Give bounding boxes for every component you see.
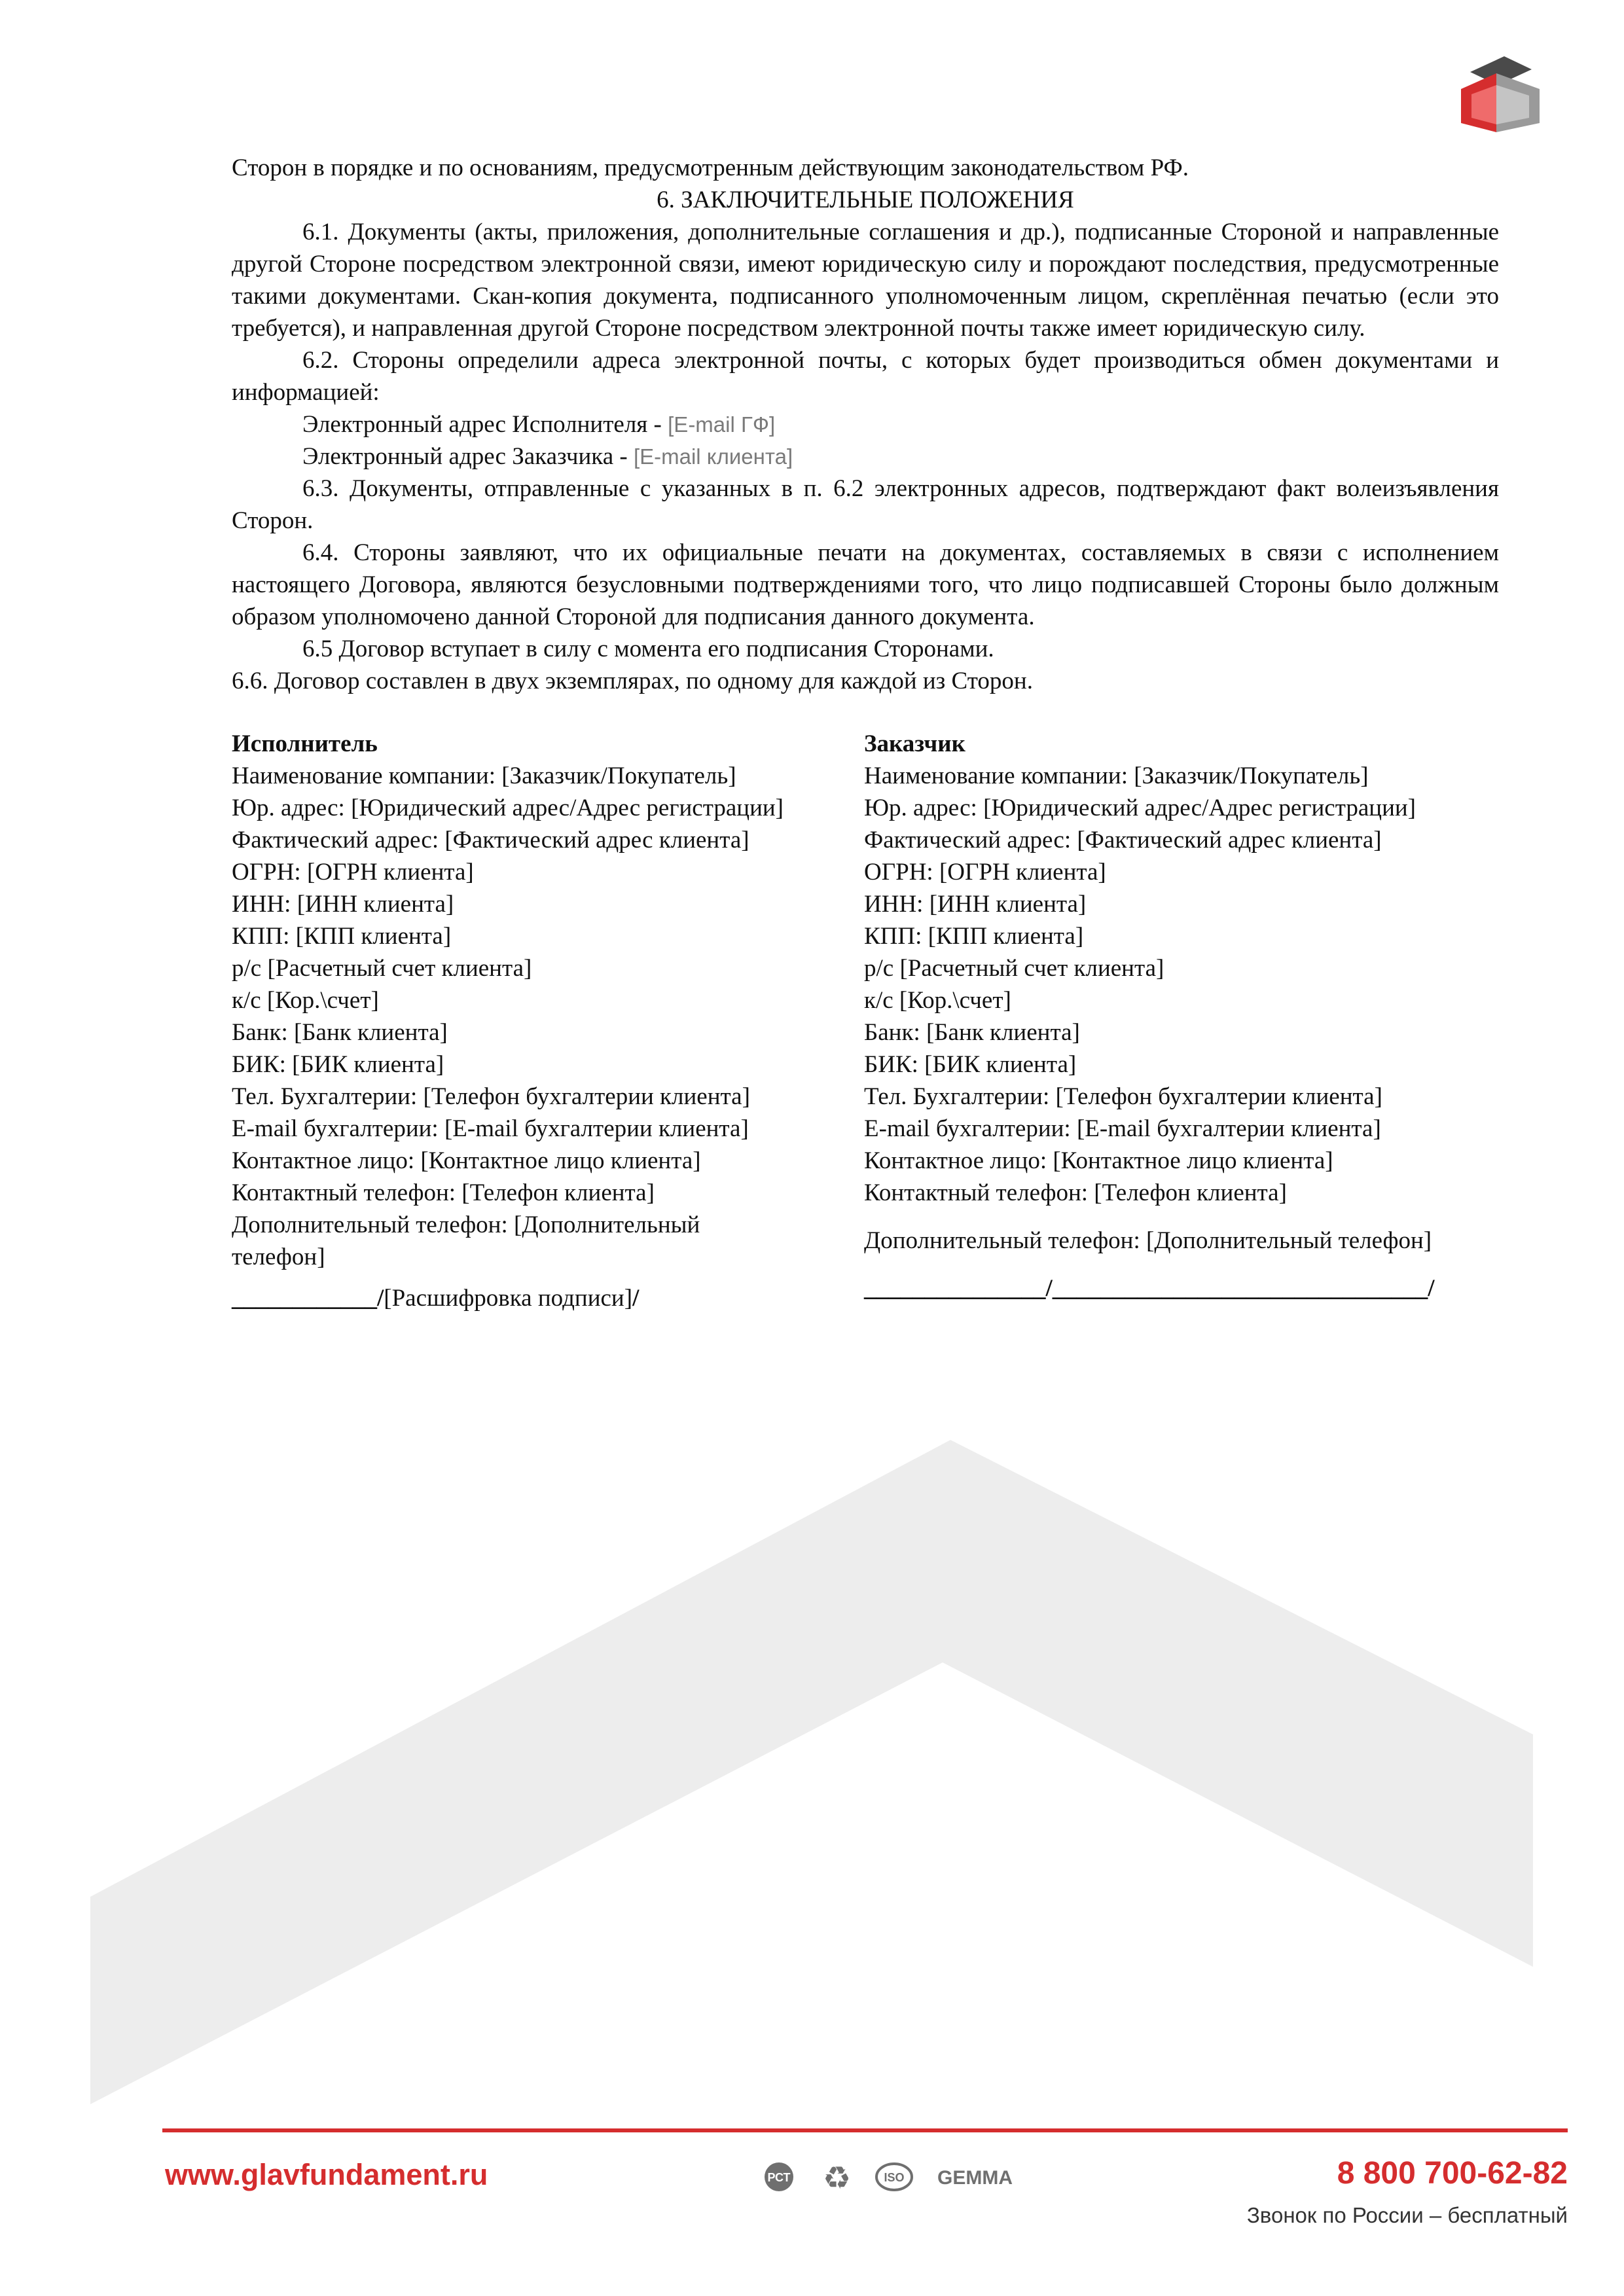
customer-email-line [232,440,1499,473]
clause-6-4: 6.4. Стороны заявляют, что их официальные печати на документах, составляемых в связи с исполнением настоящего Договора, являются безусловными подтверждениями того, что лицо подписавшей Стороны было должным образом уполномочено данной Стороной для подписания данного документа. [232,539,1499,630]
gost-certification-icon [763,2161,799,2197]
customer-company: Наименование компании: [Заказчик/Покупатель] [864,762,1369,789]
gemma-icon: GEMMA [937,2167,1013,2189]
glavfundament-logo-icon [1458,51,1543,141]
customer-legal-address: Юр. адрес: [Юридический адрес/Адрес регистрации] [864,795,1416,821]
executor-email-line [232,408,1499,440]
footer-phone-note: Звонок по России – бесплатный [1246,2203,1568,2227]
executor-ogrn: ОГРН: [ОГРН клиента] [232,859,474,886]
executor-extra-phone: Дополнительный телефон: [Дополнительный телефон] [232,1211,700,1270]
customer-contact-phone: Контактный телефон: [Телефон клиента] [864,1179,1287,1206]
customer-accounting-phone: Тел. Бухгалтерии: [Телефон бухгалтерии клиента] [864,1083,1382,1110]
executor-signature [232,1282,840,1314]
customer-signature: _______________/_______________________________/ [864,1275,1435,1302]
executor-email-label: Электронный адрес Исполнителя - [302,411,662,438]
executor-heading: Исполнитель [232,730,378,757]
customer-email-value: [E-mail клиента] [633,444,793,469]
customer-accounting-email: E-mail бухгалтерии: [E-mail бухгалтерии клиента] [864,1115,1381,1142]
clause-6-5: 6.5 Договор вступает в силу с момента его подписания Сторонами. [302,636,994,662]
customer-extra-phone: Дополнительный телефон: [Дополнительный телефон] [864,1227,1432,1254]
clause-6-3: 6.3. Документы, отправленные с указанных в п. 6.2 электронных адресов, подтверждают факт волеизъявления Сторон. [232,475,1499,534]
footer-website-link[interactable]: www.glavfundament.ru [165,2158,488,2191]
customer-kpp: КПП: [КПП клиента] [864,923,1084,950]
certification-marks [763,2160,1013,2197]
executor-contact-phone: Контактный телефон: [Телефон клиента] [232,1179,655,1206]
executor-corr-account: к/с [Кор.\счет] [232,987,379,1014]
customer-bank: Банк: [Банк клиента] [864,1019,1080,1046]
executor-bank: Банк: [Банк клиента] [232,1019,448,1046]
section-title: 6. ЗАКЛЮЧИТЕЛЬНЫЕ ПОЛОЖЕНИЯ [657,187,1074,213]
clause-6-6: 6.6. Договор составлен в двух экземплярах, по одному для каждой из Сторон. [232,668,1033,694]
customer-contact-person: Контактное лицо: [Контактное лицо клиента] [864,1147,1333,1174]
executor-accounting-phone: Тел. Бухгалтерии: [Телефон бухгалтерии клиента] [232,1083,750,1110]
footer-phone[interactable]: 8 800 700-62-82 [1337,2156,1568,2191]
executor-contact-person: Контактное лицо: [Контактное лицо клиента] [232,1147,701,1174]
customer-email-label: Электронный адрес Заказчика - [302,443,628,470]
executor-signature-name: [Расшифровка подписи] [384,1285,633,1312]
executor-details [232,728,840,1314]
document-body [232,152,1499,1312]
gost-certification-label: РСТ [767,2170,791,2184]
customer-inn: ИНН: [ИНН клиента] [864,891,1087,918]
recycle-icon: ♻ [823,2161,852,2196]
customer-details [864,728,1473,1304]
intro-line: Сторон в порядке и по основаниям, предусмотренным действующим законодательством РФ. [232,154,1189,181]
customer-heading: Заказчик [864,730,965,757]
footer-divider [162,2128,1568,2132]
party-details [232,728,1499,1312]
executor-company: Наименование компании: [Заказчик/Покупатель] [232,762,736,789]
executor-signature-end: / [632,1285,640,1312]
iso-icon-shape [875,2161,914,2193]
executor-email-value: [E-mail ГФ] [668,412,776,437]
iso-icon [875,2161,914,2197]
executor-accounting-email: E-mail бухгалтерии: [E-mail бухгалтерии клиента] [232,1115,749,1142]
customer-actual-address: Фактический адрес: [Фактический адрес клиента] [864,827,1382,853]
clause-6-1: 6.1. Документы (акты, приложения, дополнительные соглашения и др.), подписанные Стороной и направленные другой Стороне посредством электронной связи, имеют юридическую силу и порождают последствия, предусмотренные такими документами. Скан-копия документа, подписанного уполномоченным лицом, скреплённая печатью (если это требуется), и направленная другой Стороне посредством электронной почты также имеет юридическую силу. [232,219,1499,342]
customer-account: р/с [Расчетный счет клиента] [864,955,1164,982]
customer-bik: БИК: [БИК клиента] [864,1051,1077,1078]
executor-bik: БИК: [БИК клиента] [232,1051,444,1078]
iso-label: ISO [884,2170,905,2184]
executor-legal-address: Юр. адрес: [Юридический адрес/Адрес регистрации] [232,795,784,821]
executor-account: р/с [Расчетный счет клиента] [232,955,532,982]
customer-ogrn: ОГРН: [ОГРН клиента] [864,859,1106,886]
executor-signature-line: ____________/ [232,1285,384,1312]
executor-inn: ИНН: [ИНН клиента] [232,891,454,918]
gost-certification-icon-shape [763,2161,799,2193]
executor-kpp: КПП: [КПП клиента] [232,923,452,950]
clause-6-2: 6.2. Стороны определили адреса электронной почты, с которых будет производиться обмен документами и информацией: [232,347,1499,406]
customer-corr-account: к/с [Кор.\счет] [864,987,1011,1014]
executor-actual-address: Фактический адрес: [Фактический адрес клиента] [232,827,749,853]
